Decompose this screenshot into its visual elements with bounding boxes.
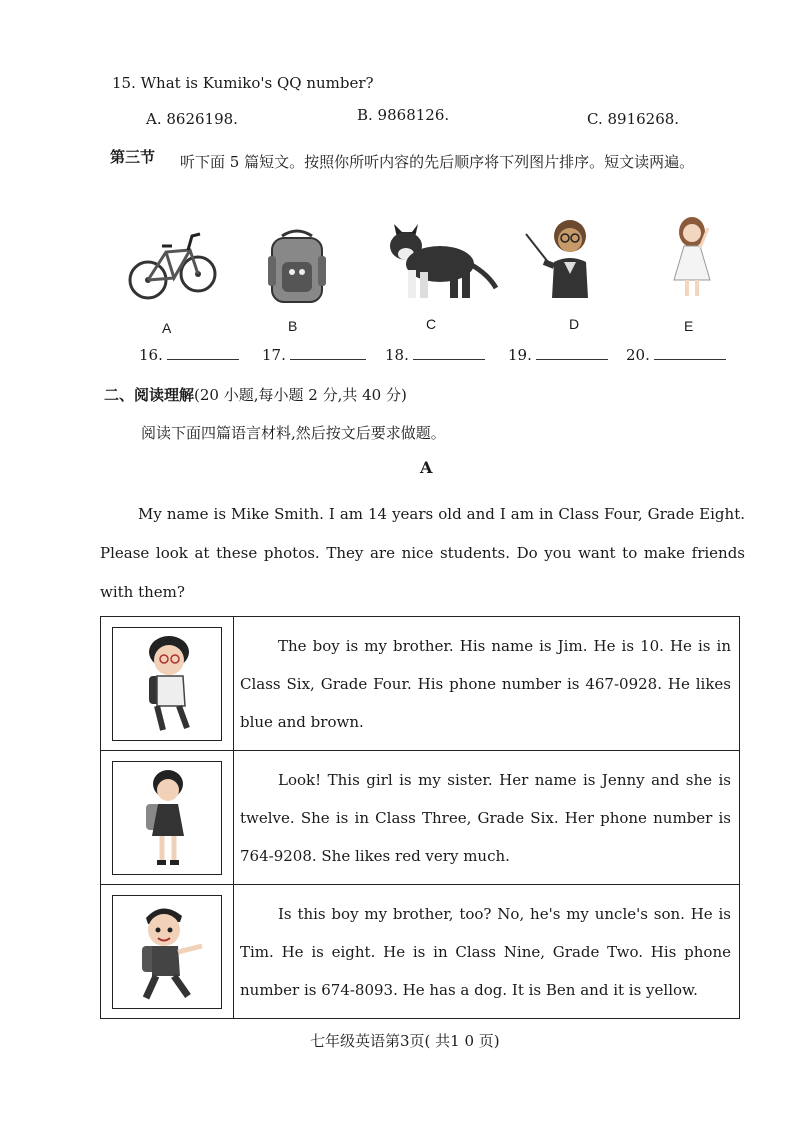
bicycle-icon: [128, 222, 218, 304]
backpack-icon: [262, 226, 332, 306]
passage-title: A: [420, 458, 433, 477]
picture-label-c: C: [426, 316, 437, 332]
table-row: [101, 751, 740, 885]
answer-blank-17[interactable]: 17.: [262, 345, 366, 364]
picture-label-e: E: [684, 318, 694, 334]
person-jim-description: The boy is my brother. His name is Jim. He is 10. He is in Class Six, Grade Four. His phone number is 467-0928. He likes blue and brown.: [234, 617, 740, 751]
part-2-instruction: 阅读下面四篇语言材料,然后按文后要求做题。: [141, 424, 446, 442]
person-jenny-description: Look! This girl is my sister. Her name is Jenny and she is twelve. She is in Class Three, Grade Six. Her phone number is 764-9208. She likes red very much.: [234, 751, 740, 885]
answer-blank-16[interactable]: 16.: [139, 345, 239, 364]
section-3-instructions: 听下面 5 篇短文。按照你所听内容的先后顺序将下列图片排序。短文读两遍。: [180, 153, 695, 171]
pointing-boy-icon: [124, 900, 210, 1004]
part-2-title: 二、阅读理解(20 小题,每小题 2 分,共 40 分): [104, 386, 407, 404]
option-c: C. 8916268.: [587, 110, 680, 128]
people-table: [100, 616, 740, 1019]
table-row: [101, 617, 740, 751]
picture-label-a: A: [162, 320, 172, 336]
picture-label-d: D: [569, 316, 580, 332]
section-3-title: 第三节: [110, 148, 156, 166]
picture-label-b: B: [288, 318, 298, 334]
option-a: A. 8626198.: [146, 110, 238, 128]
passage-intro: My name is Mike Smith. I am 14 years old and I am in Class Four, Grade Eight. Please look at these photos. They are nice students. Do you want to make friends with them?: [100, 505, 745, 601]
answer-blank-18[interactable]: 18.: [385, 345, 485, 364]
answer-blank-20[interactable]: 20.: [626, 345, 726, 364]
girl-with-backpack-icon: [132, 766, 202, 870]
option-b: B. 9868126.: [357, 106, 450, 124]
boy-with-backpack-icon: [127, 632, 207, 736]
page-footer: 七年级英语第3页( 共1 0 页): [310, 1032, 500, 1050]
answer-blank-19[interactable]: 19.: [508, 345, 608, 364]
person-tim-description: Is this boy my brother, too? No, he's my uncle's son. He is Tim. He is eight. He is in Class Nine, Grade Two. His phone number is 674-8093. He has a dog. It is Ben and it is yellow.: [234, 885, 740, 1019]
table-row: [101, 885, 740, 1019]
question-15: 15. What is Kumiko's QQ number?: [112, 74, 374, 92]
girl-icon: [668, 214, 718, 304]
teacher-icon: [524, 214, 596, 304]
cat-icon: [384, 216, 500, 302]
